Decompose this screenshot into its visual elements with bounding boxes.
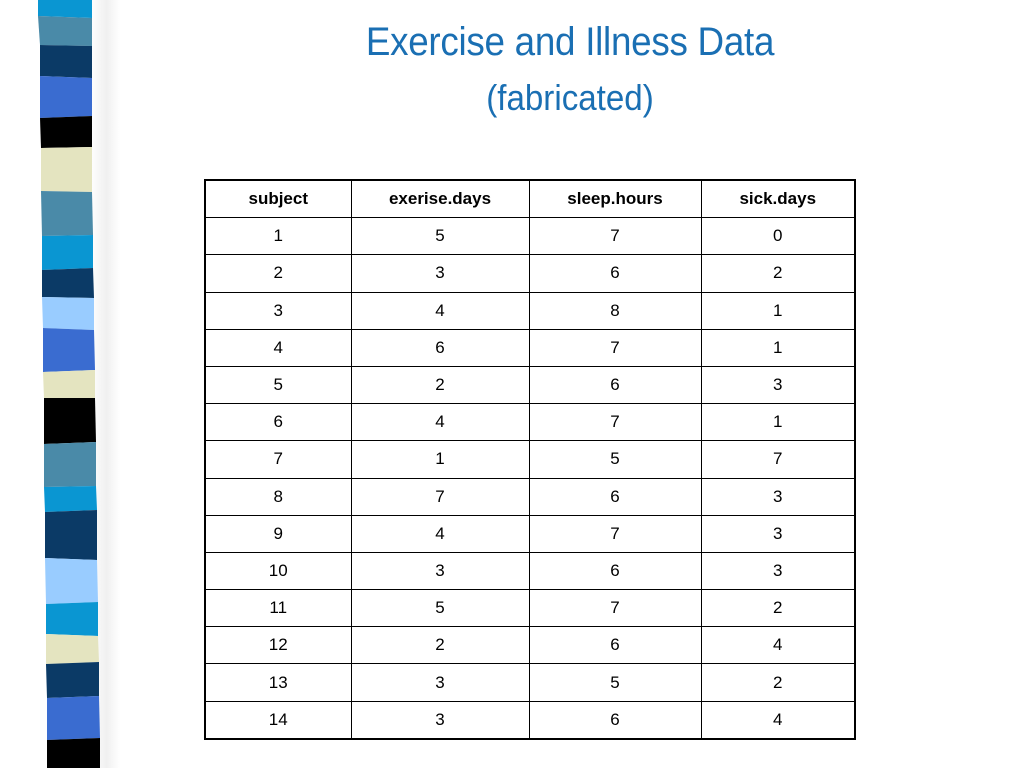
table-cell: 1 <box>351 441 529 478</box>
table-row <box>205 552 855 589</box>
stripe-block <box>40 45 92 78</box>
table-cell: 6 <box>529 255 701 292</box>
stripe-block <box>41 191 93 236</box>
table-cell: 7 <box>529 515 701 552</box>
table-cell: 5 <box>351 218 529 255</box>
table-row <box>205 329 855 366</box>
stripe-block <box>42 235 93 270</box>
table-row <box>205 404 855 441</box>
table-cell: 4 <box>701 701 855 739</box>
table-row <box>205 218 855 255</box>
stripe-block <box>43 370 95 398</box>
table-cell: 12 <box>205 627 351 664</box>
table-cell: 7 <box>529 329 701 366</box>
table-cell: 9 <box>205 515 351 552</box>
table-cell: 7 <box>529 590 701 627</box>
stripe-block <box>41 147 92 192</box>
table-cell: 5 <box>351 590 529 627</box>
table-cell: 6 <box>529 366 701 403</box>
table-cell: 2 <box>351 366 529 403</box>
table-cell: 3 <box>701 515 855 552</box>
table-cell: 6 <box>529 552 701 589</box>
table-cell: 5 <box>205 366 351 403</box>
table-cell: 3 <box>205 292 351 329</box>
table-cell: 4 <box>205 329 351 366</box>
table-cell: 4 <box>351 515 529 552</box>
table-cell: 5 <box>529 441 701 478</box>
stripe-block <box>40 76 92 118</box>
column-header-sleep-hours: sleep.hours <box>529 180 701 218</box>
table-header-row <box>205 180 855 218</box>
table-cell: 7 <box>351 478 529 515</box>
table-cell: 0 <box>701 218 855 255</box>
subtitle-text: (fabricated) <box>486 77 654 118</box>
table-cell: 7 <box>529 218 701 255</box>
column-header-exercise-days: exerise.days <box>351 180 529 218</box>
table-cell: 2 <box>701 590 855 627</box>
table-cell: 6 <box>529 478 701 515</box>
table-cell: 8 <box>205 478 351 515</box>
stripe-block <box>46 602 98 636</box>
table-row <box>205 478 855 515</box>
table-cell: 3 <box>351 255 529 292</box>
slide-title <box>280 22 860 116</box>
table-row <box>205 701 855 739</box>
table-cell: 3 <box>701 478 855 515</box>
stripe-block <box>45 510 97 560</box>
table-cell: 4 <box>351 404 529 441</box>
stripe-block <box>42 297 94 330</box>
table-cell: 5 <box>529 664 701 701</box>
stripe-block <box>44 398 96 444</box>
table-cell: 7 <box>529 404 701 441</box>
table-cell: 2 <box>701 664 855 701</box>
table-row <box>205 515 855 552</box>
title-text: Exercise and Illness Data <box>365 20 775 64</box>
table-cell: 3 <box>701 366 855 403</box>
stripe-block <box>44 486 97 512</box>
table-cell: 6 <box>205 404 351 441</box>
table-row <box>205 255 855 292</box>
table-cell: 1 <box>701 292 855 329</box>
table-cell: 6 <box>529 701 701 739</box>
table-cell: 2 <box>701 255 855 292</box>
table-cell: 4 <box>351 292 529 329</box>
table-cell: 14 <box>205 701 351 739</box>
table-cell: 6 <box>351 329 529 366</box>
stripe-block <box>47 738 100 768</box>
stripe-block <box>44 442 96 487</box>
table-cell: 1 <box>205 218 351 255</box>
column-header-sick-days: sick.days <box>701 180 855 218</box>
stripe-block <box>46 662 99 698</box>
stripe-block <box>42 268 94 298</box>
table-cell: 3 <box>351 701 529 739</box>
table-cell: 4 <box>701 627 855 664</box>
stripe-block <box>38 0 92 18</box>
table-row <box>205 664 855 701</box>
table-cell: 1 <box>701 404 855 441</box>
table-cell: 7 <box>701 441 855 478</box>
table-cell: 3 <box>701 552 855 589</box>
stripe-block <box>40 116 92 148</box>
table-cell: 3 <box>351 552 529 589</box>
table-row <box>205 292 855 329</box>
table-row <box>205 366 855 403</box>
table-cell: 11 <box>205 590 351 627</box>
stripe-block <box>38 16 92 46</box>
stripe-block <box>45 558 98 604</box>
table-cell: 10 <box>205 552 351 589</box>
table-cell: 2 <box>205 255 351 292</box>
table-cell: 1 <box>701 329 855 366</box>
table-cell: 3 <box>351 664 529 701</box>
stripe-block <box>46 634 99 664</box>
stripe-block <box>43 328 95 372</box>
table-cell: 13 <box>205 664 351 701</box>
column-header-subject: subject <box>205 180 351 218</box>
stripe-block <box>47 696 100 740</box>
stripe-blocks <box>38 0 100 768</box>
exercise-illness-table <box>204 179 856 740</box>
table-cell: 6 <box>529 627 701 664</box>
table-cell: 7 <box>205 441 351 478</box>
table-row <box>205 441 855 478</box>
table-cell: 2 <box>351 627 529 664</box>
table-cell: 8 <box>529 292 701 329</box>
table-row <box>205 590 855 627</box>
decorative-stripe-bar <box>0 0 120 768</box>
table-row <box>205 627 855 664</box>
